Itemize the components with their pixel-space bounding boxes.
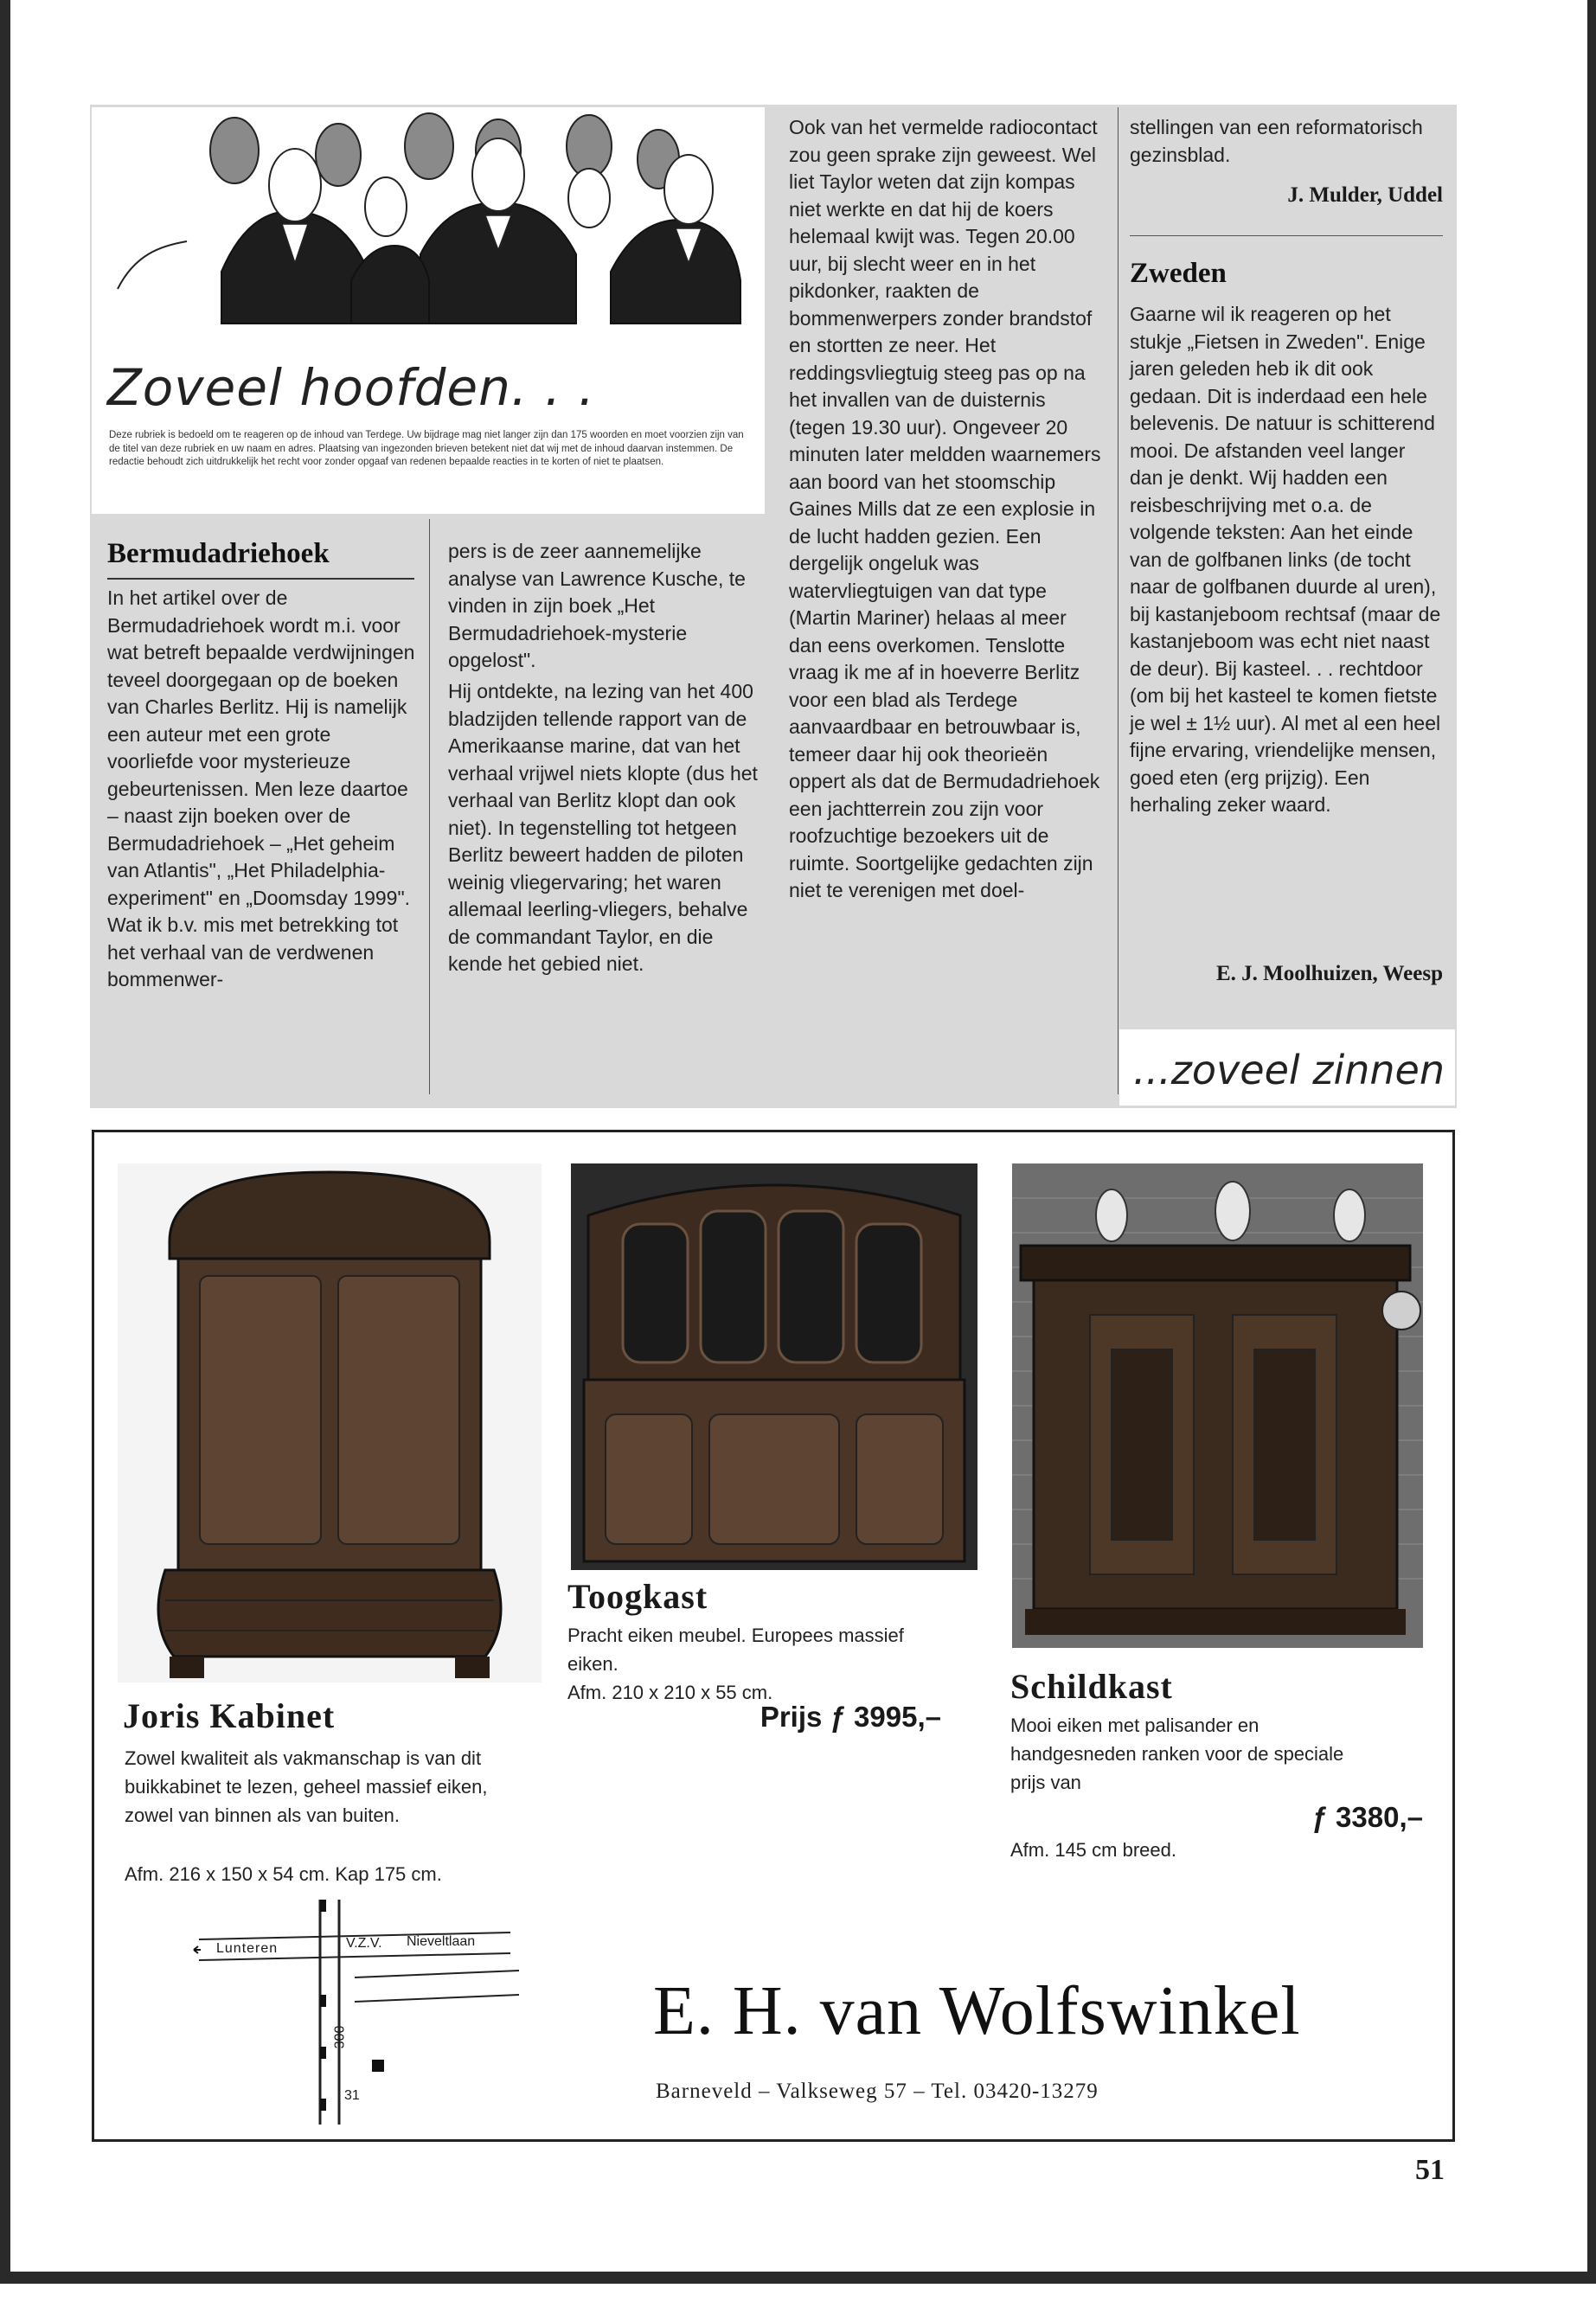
product-description: Zowel kwaliteit als vakmanschap is van dit buikkabinet te lezen, geheel massief eiken, zowel van binnen als van buiten.	[125, 1747, 488, 1826]
company-name: E. H. van Wolfswinkel	[653, 1973, 1301, 2049]
rubric-title: Zoveel hoofden. . .	[107, 358, 596, 417]
page-number: 51	[1415, 2154, 1445, 2186]
letter-column-2b: Hij ontdekte, na lezing van het 400 bladzijden tellende rapport van de Amerikaanse marine, dat van het verhaal vrijwel niets klopte (dus het verhaal van Berlitz klopt dan ook niet). In tegenstelling tot hetgeen Berlitz beweert hadden de piloten weinig vliegervaring; het waren allemaal leerling-vliegers, behalve de commandant Taylor, en die kende het gebied niet.	[448, 680, 758, 975]
page-edge	[1587, 0, 1596, 2284]
map-label: V.Z.V.	[346, 1936, 382, 1951]
company-address: Barneveld – Valkseweg 57 – Tel. 03420-13279	[656, 2080, 1099, 2103]
cabinet-photo	[1012, 1163, 1423, 1648]
product-description: Pracht eiken meubel. Europees massief eiken.	[567, 1625, 904, 1675]
cabinet-photo	[118, 1163, 542, 1682]
rubric-footer: ...zoveel zinnen	[1132, 1047, 1445, 1093]
product-description: Mooi eiken met palisander en handgesneden ranken voor de speciale prijs van	[1010, 1715, 1344, 1793]
product-dimensions: Afm. 145 cm breed.	[1010, 1839, 1176, 1861]
letter-signature: J. Mulder, Uddel	[1287, 183, 1443, 207]
letter-column-1: In het artikel over de Bermudadriehoek wordt m.i. voor wat betreft bepaalde verdwijningen teveel doorgegaan op de boeken van Charles Berlitz. Hij is namelijk een auteur met een grote voorliefde voor mysterieuze gebeurtenissen. Men leze daartoe – naast zijn boeken over de Bermudadriehoek – „Het geheim van Atlantis", „Het Philadelphia-experiment" en „Doomsday 1999". Wat ik b.v. mis met betrekking tot het verhaal van de verdwenen bommenwer-	[107, 586, 415, 990]
heading-rule	[107, 578, 414, 580]
column-rule	[429, 519, 430, 1094]
map-label: 300	[332, 2025, 348, 2049]
map-label: Lunteren	[216, 1941, 279, 1956]
product-title: Schildkast	[1010, 1667, 1173, 1706]
letter-column-3: Ook van het vermelde radiocontact zou geen sprake zijn geweest. Wel liet Taylor weten dat zijn kompas niet werkte en dat hij de koers helemaal kwijt was. Tegen 20.00 uur, bij slecht weer en in het pikdonker, raakten de bommenwerpers zonder brandstof en stortten ze neer. Het reddingsvliegtuig steeg pas op na het invallen van de duisternis (tegen 19.30 uur). Ongeveer 20 minuten later meldden waarnemers aan boord van het stoomschip Gaines Mills dat ze een explosie in de lucht hadden gezien. Een dergelijk ongeluk was watervliegtuigen van dat type (Martin Mariner) helaas al meer dan eens overkomen. Tenslotte vraag ik me af in hoeverre Berlitz voor een blad als Terdege aanvaardbaar en betrouwbaar is, temeer daar hij ook theorieën oppert als dat de Bermudadriehoek een jachtterrein zou zijn voor roofzuchtige bezoekers uit de ruimte. Soortgelijke gedachten zijn niet te verenigen met doel-	[789, 116, 1101, 901]
product-dimensions: Afm. 216 x 150 x 54 cm. Kap 175 cm.	[125, 1863, 442, 1885]
letter-column-4: stellingen van een reformatorisch gezinsblad.	[1130, 116, 1423, 166]
crowd-illustration	[92, 107, 765, 401]
location-map	[190, 1900, 519, 2125]
product-title: Toogkast	[567, 1577, 708, 1616]
page-edge	[0, 0, 10, 2284]
page-edge	[0, 2272, 1596, 2284]
divider	[1130, 235, 1443, 236]
letter-heading: Zweden	[1130, 258, 1227, 289]
rubric-header-panel	[92, 107, 765, 514]
product-price: ƒ 3380,–	[1311, 1801, 1423, 1833]
product-price: Prijs ƒ 3995,–	[760, 1701, 941, 1733]
product-title: Joris Kabinet	[123, 1696, 336, 1735]
map-label: 31	[344, 2088, 360, 2103]
product-dimensions: Afm. 210 x 210 x 55 cm.	[567, 1682, 773, 1703]
letter-body: Gaarne wil ik reageren op het stukje „Fietsen in Zweden". Enige jaren geleden heb ik dit ook gedaan. Dit is inderdaad een hele belevenis. De natuur is schitterend mooi. De afstanden veel langer dan je denkt. Wij hadden een reisbeschrijving met o.a. de volgende teksten: Aan het einde van de golfbanen links (de tocht naar de golfbanen duurde al uren), bij kastanjeboom rechtsaf (maar de kastanjeboom was echt niet naast de deur). Bij kasteel. . . rechtdoor (om bij het kasteel te komen fietste je wel ± 1½ uur). Al met al een heel fijne ervaring, vriendelijke mensen, goed eten (erg prijzig). Een herhaling zeker waard.	[1130, 303, 1441, 816]
map-label: Nieveltlaan	[407, 1934, 476, 1949]
letter-heading: Bermudadriehoek	[107, 538, 330, 569]
cabinet-photo	[571, 1163, 977, 1570]
letter-column-2a: pers is de zeer aannemelijke analyse van Lawrence Kusche, te vinden in zijn boek „Het Bermudadriehoek-mysterie opgelost".	[448, 540, 746, 671]
letter-signature: E. J. Moolhuizen, Weesp	[1215, 962, 1443, 985]
rubric-intro: Deze rubriek is bedoeld om te reageren op de inhoud van Terdege. Uw bijdrage mag niet langer zijn dan 175 woorden en moet voorzien zijn van de titel van deze rubriek en uw naam en adres. Plaatsing van ingezonden brieven betekent niet dat wij met de inhoud daarvan instemmen. De redactie behoudt zich uitdrukkelijk het recht voor zonder opgaaf van redenen bepaalde reacties in te korten of niet te plaatsen.	[109, 430, 744, 467]
